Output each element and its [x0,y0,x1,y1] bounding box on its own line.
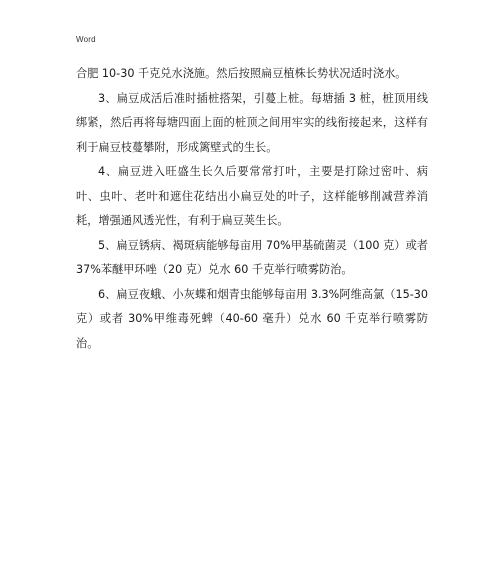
paragraph-fertilizer-continuation: 合肥 10-30 千克兑水浇施。然后按照扁豆植株长势状况适时浇水。 [76,67,407,80]
paragraph-step-6-pest-control: 6、扁豆夜蛾、小灰蝶和烟青虫能够每亩用 3.3%阿维高氯（15-30 克）或者 30%甲维毒死蜱（40-60 毫升）兑水 60 千克举行喷雾防治。 [76,287,428,350]
document-body [76,62,428,356]
page-header-label: Word [76,35,96,44]
paragraph-step-5-rust-disease: 5、扁豆锈病、褐斑病能够每亩用 70%甲基硫菌灵（100 克）或者 37%苯醚甲环唑（20 克）兑水 60 千克举行喷雾防治。 [76,238,428,276]
paragraph-step-3-trellis: 3、扁豆成活后准时插桩搭架，引蔓上桩。每塘插 3 桩，桩顶用线绑紧，然后再将每塘四面上面的桩顶之间用牢实的线衔接起来，这样有利于扁豆枝蔓攀附，形成篱壁式的生长。 [76,91,428,154]
paragraph-step-4-leaf-pruning: 4、扁豆进入旺盛生长久后要常常打叶，主要是打除过密叶、病叶、虫叶、老叶和遮住花结出小扁豆处的叶子，这样能够削减营养消耗，增强通风透光性，有利于扁豆荚生长。 [76,165,428,227]
